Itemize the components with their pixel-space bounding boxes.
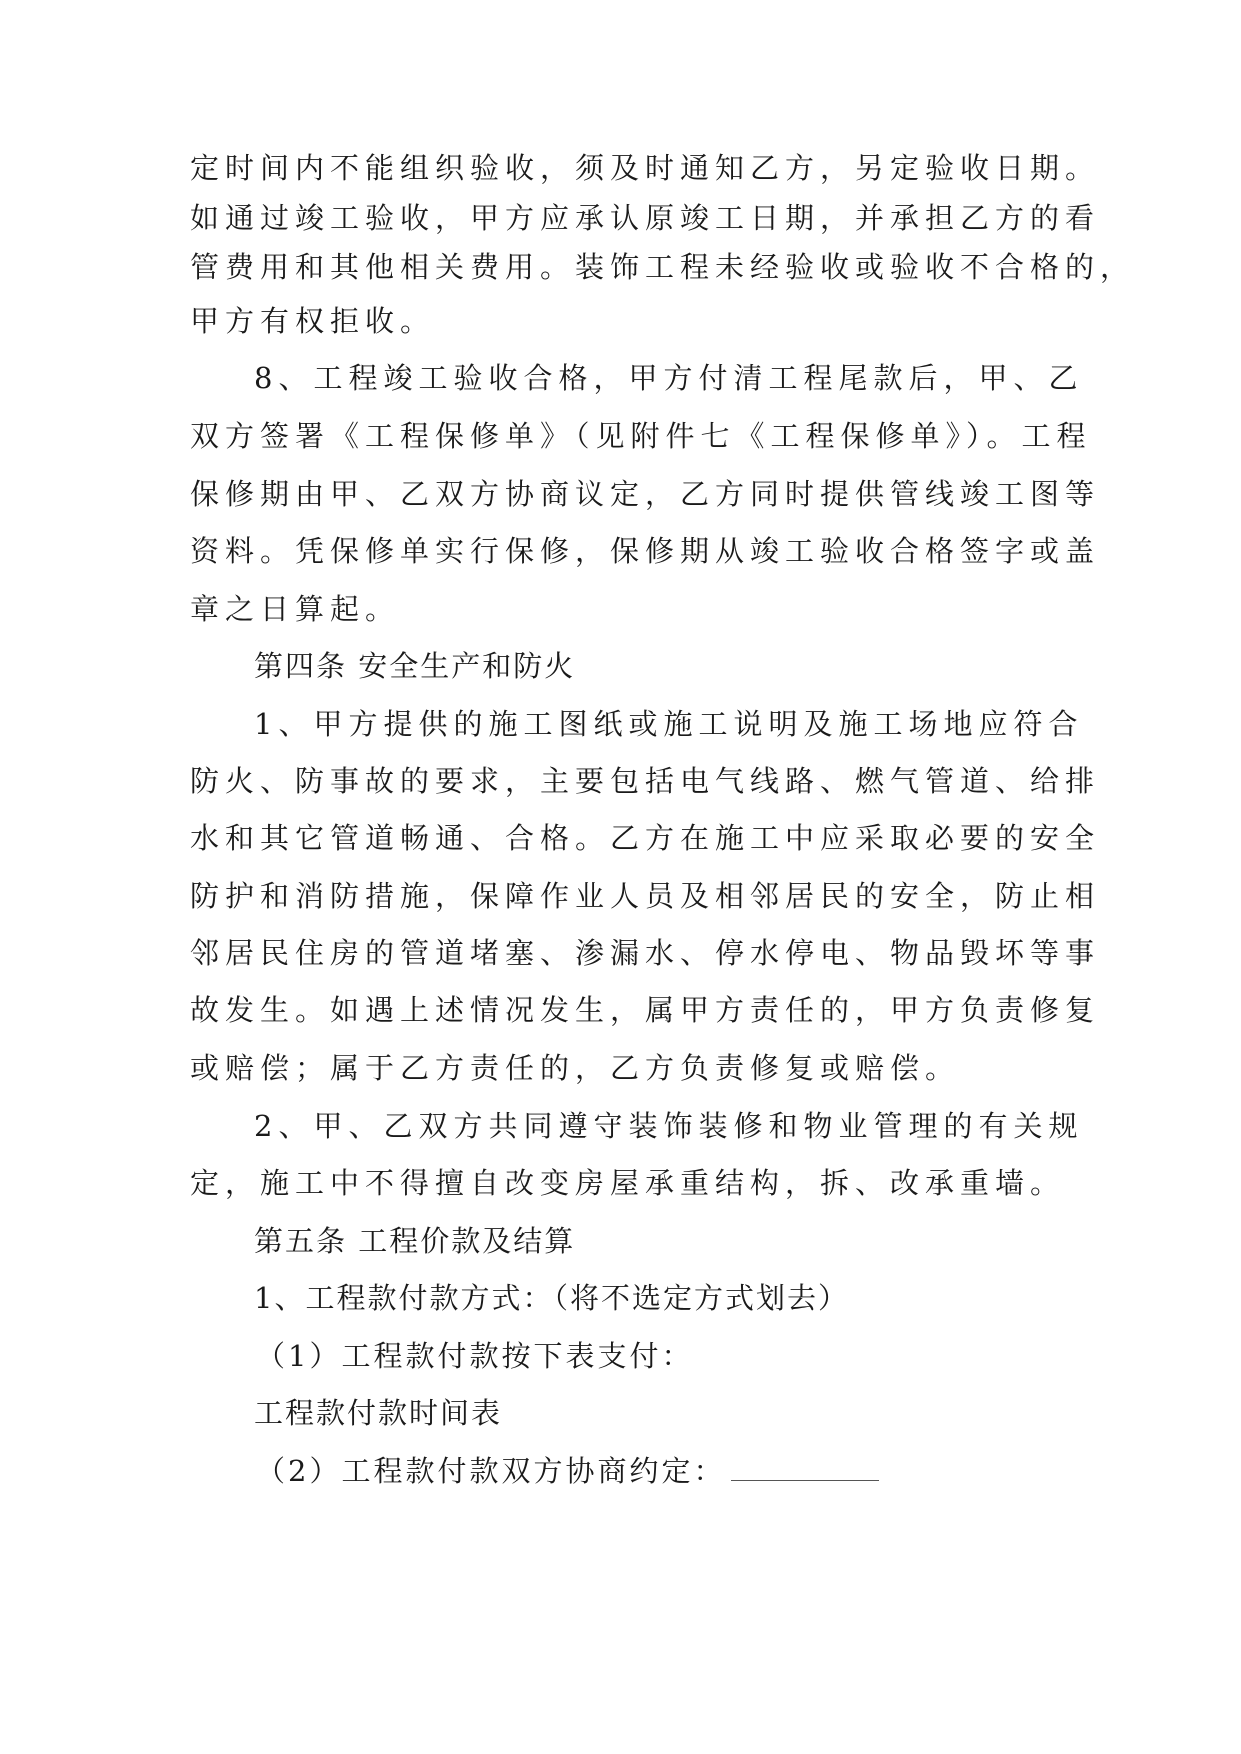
clause-1-first-line: 1、甲方提供的施工图纸或施工说明及施工场地应符合 <box>254 707 1084 741</box>
paragraph-line: 防护和消防措施，保障作业人员及相邻居民的安全，防止相 <box>190 879 1101 913</box>
paragraph-line: 资料。凭保修单实行保修，保修期从竣工验收合格签字或盖 <box>190 534 1101 568</box>
paragraph-line: 双方签署《工程保修单》（见附件七《工程保修单》）。工程 <box>190 419 1092 453</box>
paragraph-line: 如通过竣工验收，甲方应承认原竣工日期，并承担乙方的看 <box>190 201 1101 235</box>
payment-option-2 <box>256 1451 879 1491</box>
paragraph-line: 邻居民住房的管道堵塞、渗漏水、停水停电、物品毁坏等事 <box>190 936 1101 970</box>
paragraph-line: 定，施工中不得擅自改变房屋承重结构，拆、改承重墙。 <box>190 1166 1066 1200</box>
payment-option-2-text: （2）工程款付款双方协商约定： <box>256 1454 726 1488</box>
clause-2-first-line: 2、甲、乙双方共同遵守装饰装修和物业管理的有关规 <box>254 1109 1084 1143</box>
paragraph-line: 甲方有权拒收。 <box>190 304 436 338</box>
section-heading-article-5: 第五条 工程价款及结算 <box>254 1224 576 1258</box>
paragraph-line: 故发生。如遇上述情况发生，属甲方责任的，甲方负责修复 <box>190 993 1101 1027</box>
payment-method-line: 1、工程款付款方式：（将不选定方式划去） <box>254 1281 849 1315</box>
paragraph-line: 定时间内不能组织验收，须及时通知乙方，另定验收日期。 <box>190 151 1101 185</box>
paragraph-line: 章之日算起。 <box>190 592 401 626</box>
paragraph-line: 管费用和其他相关费用。装饰工程未经验收或验收不合格的， <box>190 250 1136 284</box>
fill-in-blank <box>731 1456 879 1481</box>
clause-8-first-line: 8、工程竣工验收合格，甲方付清工程尾款后，甲、乙 <box>254 361 1084 395</box>
payment-option-1: （1）工程款付款按下表支付： <box>256 1339 694 1373</box>
paragraph-line: 水和其它管道畅通、合格。乙方在施工中应采取必要的安全 <box>190 821 1101 855</box>
payment-schedule-title: 工程款付款时间表 <box>254 1396 503 1430</box>
paragraph-line: 或赔偿；属于乙方责任的，乙方负责修复或赔偿。 <box>190 1051 961 1085</box>
paragraph-line: 防火、防事故的要求，主要包括电气线路、燃气管道、给排 <box>190 764 1101 798</box>
paragraph-line: 保修期由甲、乙双方协商议定，乙方同时提供管线竣工图等 <box>190 477 1101 511</box>
section-heading-article-4: 第四条 安全生产和防火 <box>254 649 576 683</box>
